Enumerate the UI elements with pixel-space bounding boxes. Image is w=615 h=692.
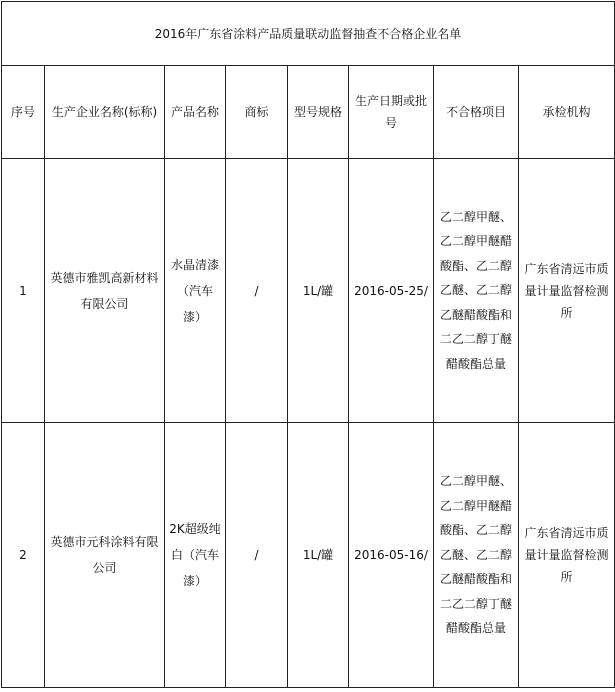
table-row [2,159,615,423]
table-row [2,423,615,688]
header-product: 产品名称 [165,66,226,159]
cell-brand: / [226,159,288,423]
header-date: 生产日期或批号 [349,66,434,159]
cell-issue: 乙二醇甲醚、乙二醇甲醚醋酸酯、乙二醇乙醚、乙二醇乙醚醋酸酯和二乙二醇丁醚醋酸酯总量 [434,159,519,423]
header-company: 生产企业名称(标称) [45,66,165,159]
header-row [2,66,615,159]
cell-spec: 1L/罐 [288,423,349,688]
cell-no: 1 [2,159,45,423]
cell-product: 水晶清漆（汽车漆） [165,159,226,423]
header-lab: 承检机构 [519,66,615,159]
cell-company: 英德市元科涂料有限公司 [45,423,165,688]
cell-product: 2K超级纯白（汽车漆） [165,423,226,688]
header-issue: 不合格项目 [434,66,519,159]
cell-no: 2 [2,423,45,688]
header-spec: 型号规格 [288,66,349,159]
header-no: 序号 [2,66,45,159]
noncompliance-table [1,1,615,688]
cell-brand: / [226,423,288,688]
header-brand: 商标 [226,66,288,159]
cell-company: 英德市雅凯高新材料有限公司 [45,159,165,423]
table-title: 2016年广东省涂料产品质量联动监督抽查不合格企业名单 [2,2,615,66]
cell-issue: 乙二醇甲醚、乙二醇甲醚醋酸酯、乙二醇乙醚、乙二醇乙醚醋酸酯和二乙二醇丁醚醋酸酯总量 [434,423,519,688]
cell-date: 2016-05-25/ [349,159,434,423]
cell-date: 2016-05-16/ [349,423,434,688]
cell-spec: 1L/罐 [288,159,349,423]
cell-lab: 广东省清远市质量计量监督检测所 [519,159,615,423]
cell-lab: 广东省清远市质量计量监督检测所 [519,423,615,688]
